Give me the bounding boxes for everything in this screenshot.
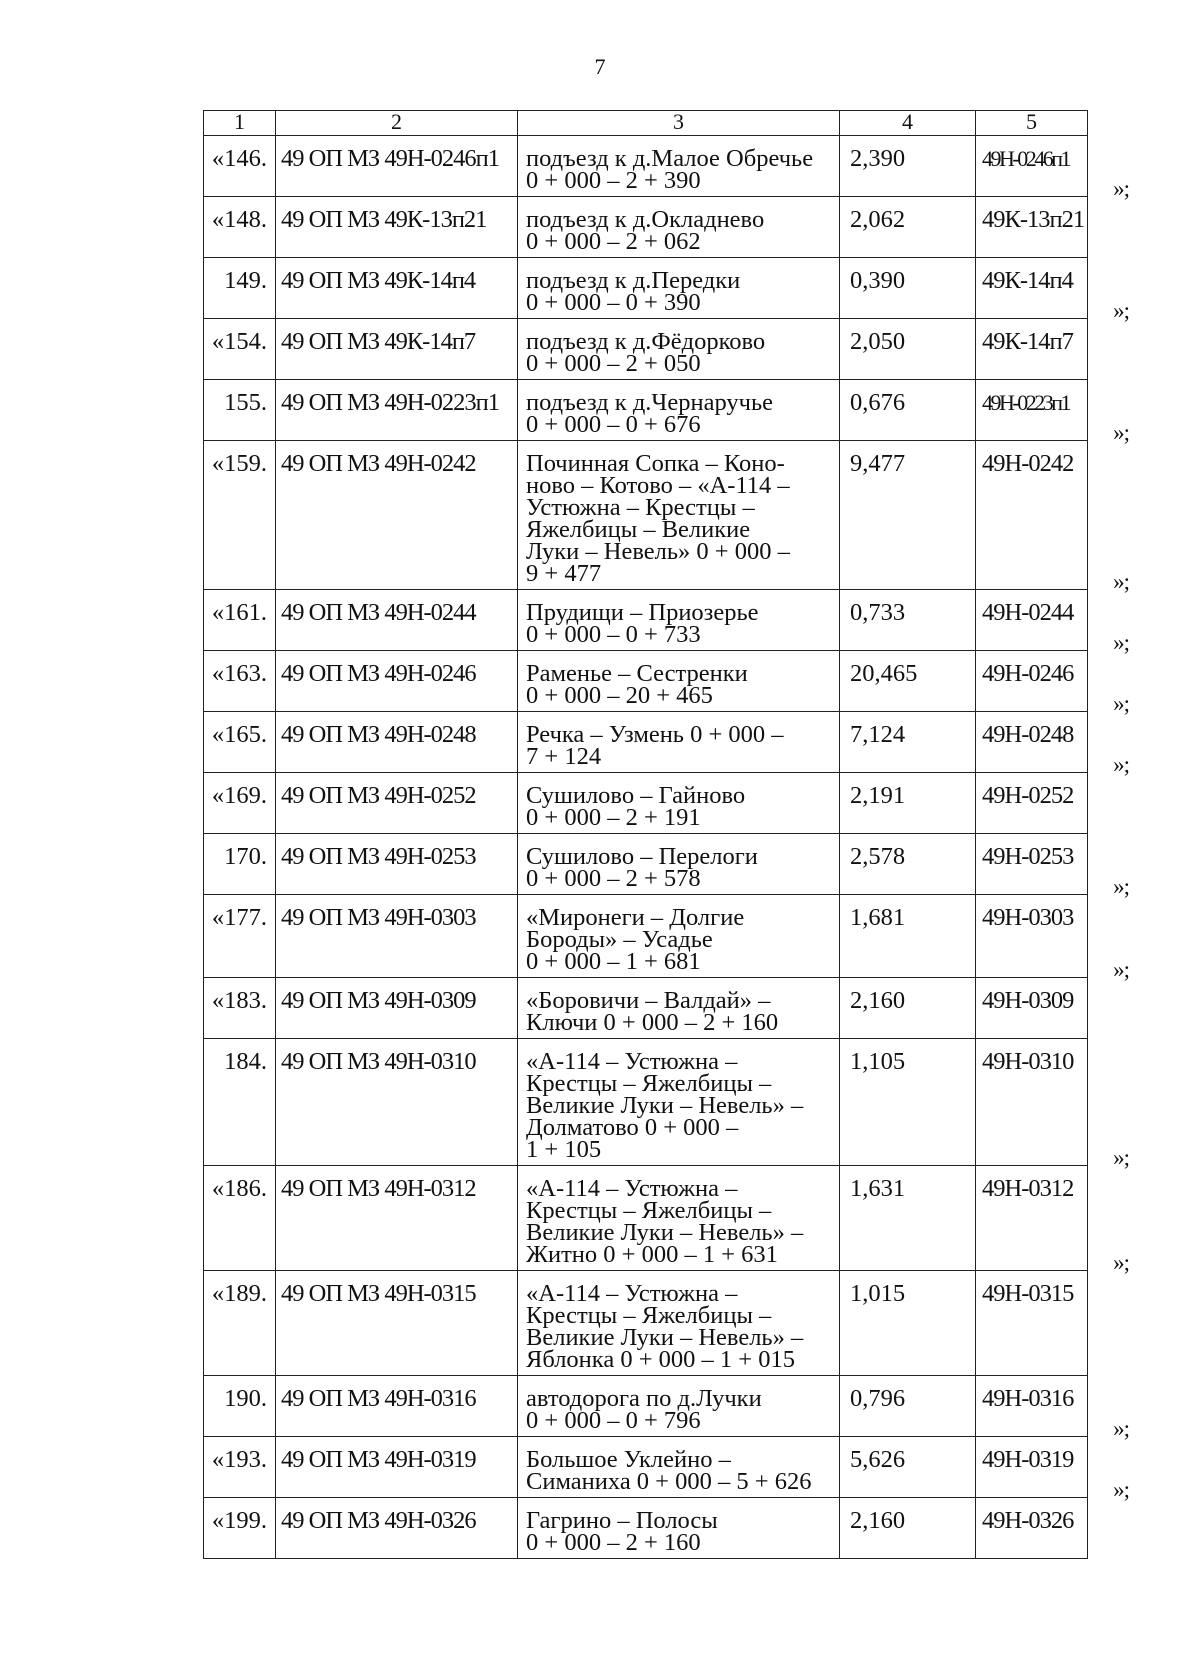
road-length: 0,733 — [840, 590, 976, 651]
road-code: 49 ОП МЗ 49Н-0310 — [276, 1039, 518, 1166]
road-name-line: «А-114 – Устюжна – — [526, 1048, 738, 1075]
road-length: 0,796 — [840, 1376, 976, 1437]
row-number: «177. — [204, 895, 276, 978]
road-length: 5,626 — [840, 1437, 976, 1498]
road-index-cell — [976, 1166, 1129, 1275]
table-row — [204, 258, 1088, 319]
closing-quote-mark: »; — [1113, 420, 1129, 445]
road-name-line: автодорога по д.Лучки — [526, 1385, 762, 1412]
row-number: «165. — [204, 712, 276, 773]
closing-quote-mark: »; — [1113, 1416, 1129, 1441]
road-code: 49 ОП МЗ 49Н-0303 — [276, 895, 518, 978]
road-length: 2,191 — [840, 773, 976, 834]
road-code: 49 ОП МЗ 49Н-0253 — [276, 834, 518, 895]
road-code: 49 ОП МЗ 49Н-0319 — [276, 1437, 518, 1498]
road-name — [518, 651, 840, 712]
table-row — [204, 773, 1088, 834]
table-row — [204, 651, 1088, 712]
row-number: «163. — [204, 651, 276, 712]
road-name — [518, 441, 840, 590]
road-length: 1,015 — [840, 1271, 976, 1376]
road-index: 49Н-0246 — [982, 660, 1074, 687]
road-name-line: Сушилово – Перелоги — [526, 843, 758, 870]
road-code: 49 ОП МЗ 49К-13п21 — [276, 197, 518, 258]
table-row — [204, 319, 1088, 380]
road-name-line: Сушилово – Гайново — [526, 782, 746, 809]
road-name — [518, 1498, 840, 1559]
table-row — [204, 1166, 1088, 1271]
col-header-3: 3 — [518, 111, 840, 136]
closing-quote-mark: »; — [1113, 691, 1129, 716]
road-name — [518, 1271, 840, 1376]
table-row — [204, 834, 1088, 895]
table-row — [204, 712, 1088, 773]
road-name — [518, 319, 840, 380]
table-row — [204, 1498, 1088, 1559]
road-name-line: 0 + 000 – 2 + 191 — [526, 804, 701, 831]
road-code: 49 ОП МЗ 49Н-0309 — [276, 978, 518, 1039]
road-name-line: «А-114 – Устюжна – — [526, 1175, 738, 1202]
road-index-cell — [976, 834, 1129, 899]
road-index-cell — [976, 197, 1088, 258]
road-code: 49 ОП МЗ 49Н-0244 — [276, 590, 518, 651]
col-header-5: 5 — [976, 111, 1088, 136]
row-number: «189. — [204, 1271, 276, 1376]
road-index: 49Н-0246п1 — [982, 146, 1069, 171]
row-number: «193. — [204, 1437, 276, 1498]
row-number: 155. — [204, 380, 276, 441]
road-length: 9,477 — [840, 441, 976, 590]
road-code: 49 ОП МЗ 49Н-0326 — [276, 1498, 518, 1559]
road-length: 2,160 — [840, 978, 976, 1039]
road-name-line: Яблонка 0 + 000 – 1 + 015 — [526, 1346, 795, 1373]
road-index-cell — [976, 590, 1129, 655]
road-name-line: Прудищи – Приозерье — [526, 599, 759, 626]
table-row — [204, 380, 1088, 441]
road-name — [518, 1039, 840, 1166]
road-name — [518, 712, 840, 773]
table-row — [204, 441, 1088, 590]
road-length: 1,631 — [840, 1166, 976, 1271]
table-row — [204, 1437, 1088, 1498]
road-name-line: 0 + 000 – 0 + 796 — [526, 1407, 701, 1434]
road-name-line: 0 + 000 – 2 + 062 — [526, 228, 701, 255]
closing-quote-mark: »; — [1113, 1250, 1129, 1275]
header-row — [204, 111, 1088, 136]
road-code: 49 ОП МЗ 49К-14п7 — [276, 319, 518, 380]
road-name — [518, 380, 840, 441]
road-index-cell — [976, 712, 1129, 777]
road-name-line: подъезд к д.Окладнево — [526, 206, 765, 233]
road-code: 49 ОП МЗ 49Н-0246 — [276, 651, 518, 712]
row-number: «186. — [204, 1166, 276, 1271]
table-row — [204, 1039, 1088, 1166]
road-index: 49К-14п4 — [982, 267, 1073, 294]
road-name — [518, 1376, 840, 1437]
road-length: 2,050 — [840, 319, 976, 380]
road-name-line: Крестцы – Яжелбицы – — [526, 1197, 772, 1224]
row-number: 149. — [204, 258, 276, 319]
road-name-line: 0 + 000 – 0 + 676 — [526, 411, 701, 438]
road-length: 2,062 — [840, 197, 976, 258]
road-index-cell — [976, 258, 1129, 323]
closing-quote-mark: »; — [1113, 298, 1129, 323]
road-index: 49Н-0309 — [982, 987, 1074, 1014]
road-name-line: Большое Уклейно – — [526, 1446, 731, 1473]
road-index-cell — [976, 773, 1088, 834]
road-name-line: Гагрино – Полосы — [526, 1507, 718, 1534]
row-number: «146. — [204, 136, 276, 197]
road-length: 7,124 — [840, 712, 976, 773]
closing-quote-mark: »; — [1113, 874, 1129, 899]
col-header-4: 4 — [840, 111, 976, 136]
road-index-cell — [976, 441, 1129, 594]
road-name-line: 1 + 105 — [526, 1136, 602, 1163]
road-index: 49Н-0252 — [982, 782, 1074, 809]
road-code: 49 ОП МЗ 49Н-0316 — [276, 1376, 518, 1437]
road-index: 49Н-0223п1 — [982, 390, 1069, 415]
road-index: 49Н-0326 — [982, 1507, 1074, 1534]
closing-quote-mark: »; — [1113, 176, 1129, 201]
road-length: 2,578 — [840, 834, 976, 895]
road-code: 49 ОП МЗ 49Н-0246п1 — [276, 136, 518, 197]
road-name-line: Раменье – Сестренки — [526, 660, 748, 687]
road-name — [518, 773, 840, 834]
road-index-cell — [976, 651, 1129, 716]
road-index: 49Н-0316 — [982, 1385, 1074, 1412]
road-index: 49Н-0315 — [982, 1280, 1074, 1307]
road-code: 49 ОП МЗ 49Н-0248 — [276, 712, 518, 773]
road-name-line: 0 + 000 – 20 + 465 — [526, 682, 713, 709]
road-name — [518, 1437, 840, 1498]
road-name-line: Луки – Невель» 0 + 000 – — [526, 538, 790, 565]
road-name-line: ново – Котово – «А-114 – — [526, 472, 790, 499]
table-row — [204, 1271, 1088, 1376]
road-name-line: 7 + 124 — [526, 743, 602, 770]
road-index: 49К-14п7 — [982, 328, 1073, 355]
road-length: 2,160 — [840, 1498, 976, 1559]
road-name-line: Великие Луки – Невель» – — [526, 1219, 804, 1246]
road-name-line: «Боровичи – Валдай» – — [526, 987, 771, 1014]
road-index: 49Н-0310 — [982, 1048, 1074, 1075]
road-name-line: подъезд к д.Передки — [526, 267, 741, 294]
row-number: 190. — [204, 1376, 276, 1437]
road-index-cell — [976, 380, 1129, 445]
road-name — [518, 1166, 840, 1271]
row-number: 184. — [204, 1039, 276, 1166]
road-code: 49 ОП МЗ 49Н-0223п1 — [276, 380, 518, 441]
road-code: 49 ОП МЗ 49Н-0312 — [276, 1166, 518, 1271]
road-name-line: Бороды» – Усадье — [526, 926, 713, 953]
road-index-cell — [976, 319, 1088, 380]
road-index-cell — [976, 1498, 1088, 1559]
table-row — [204, 1376, 1088, 1437]
road-index-cell — [976, 1376, 1129, 1441]
closing-quote-mark: »; — [1113, 1145, 1129, 1170]
road-name-line: «А-114 – Устюжна – — [526, 1280, 738, 1307]
road-name-line: 0 + 000 – 2 + 050 — [526, 350, 701, 377]
road-name-line: 0 + 000 – 0 + 390 — [526, 289, 701, 316]
road-name-line: 0 + 000 – 2 + 390 — [526, 167, 701, 194]
page-number: 7 — [594, 54, 606, 79]
road-code: 49 ОП МЗ 49Н-0315 — [276, 1271, 518, 1376]
road-length: 0,676 — [840, 380, 976, 441]
road-name — [518, 590, 840, 651]
table-row — [204, 136, 1088, 197]
road-name — [518, 978, 840, 1039]
row-number: 170. — [204, 834, 276, 895]
road-index-cell — [976, 136, 1129, 201]
road-name — [518, 834, 840, 895]
row-number: «169. — [204, 773, 276, 834]
road-name-line: 0 + 000 – 1 + 681 — [526, 948, 701, 975]
road-name-line: Долматово 0 + 000 – — [526, 1114, 739, 1141]
row-number: «183. — [204, 978, 276, 1039]
road-name-line: «Миронеги – Долгие — [526, 904, 745, 931]
road-name — [518, 895, 840, 978]
road-index: 49Н-0248 — [982, 721, 1074, 748]
row-number: «199. — [204, 1498, 276, 1559]
road-name-line: подъезд к д.Малое Обречье — [526, 145, 814, 172]
road-name-line: 0 + 000 – 2 + 578 — [526, 865, 701, 892]
road-name-line: Речка – Узмень 0 + 000 – — [526, 721, 784, 748]
road-index-cell — [976, 895, 1129, 982]
road-name — [518, 197, 840, 258]
row-number: «159. — [204, 441, 276, 590]
road-length: 2,390 — [840, 136, 976, 197]
col-header-2: 2 — [276, 111, 518, 136]
road-length: 1,681 — [840, 895, 976, 978]
road-code: 49 ОП МЗ 49Н-0252 — [276, 773, 518, 834]
road-length: 20,465 — [840, 651, 976, 712]
road-index: 49К-13п21 — [982, 206, 1085, 233]
road-name-line: подъезд к д.Фёдорково — [526, 328, 766, 355]
road-index: 49Н-0319 — [982, 1446, 1074, 1473]
road-length: 0,390 — [840, 258, 976, 319]
row-number: «161. — [204, 590, 276, 651]
table-row — [204, 895, 1088, 978]
road-name-line: Крестцы – Яжелбицы – — [526, 1302, 772, 1329]
closing-quote-mark: »; — [1113, 569, 1129, 594]
roads-table — [203, 109, 1129, 1559]
road-index-cell — [976, 978, 1088, 1039]
closing-quote-mark: »; — [1113, 752, 1129, 777]
road-name-line: 0 + 000 – 0 + 733 — [526, 621, 701, 648]
road-name-line: Ключи 0 + 000 – 2 + 160 — [526, 1009, 779, 1036]
road-index-cell — [976, 1039, 1129, 1170]
road-name — [518, 258, 840, 319]
table-body — [204, 136, 1129, 1559]
table-row — [204, 197, 1088, 258]
closing-quote-mark: »; — [1113, 957, 1129, 982]
closing-quote-mark: »; — [1113, 1477, 1129, 1502]
road-name-line: Великие Луки – Невель» – — [526, 1092, 804, 1119]
road-index-cell — [976, 1271, 1088, 1376]
row-number: «148. — [204, 197, 276, 258]
road-index-cell — [976, 1437, 1129, 1502]
road-name-line: Симаниха 0 + 000 – 5 + 626 — [526, 1468, 812, 1495]
road-index: 49Н-0253 — [982, 843, 1074, 870]
road-index: 49Н-0312 — [982, 1175, 1074, 1202]
road-index: 49Н-0244 — [982, 599, 1074, 626]
road-name-line: Крестцы – Яжелбицы – — [526, 1070, 772, 1097]
road-length: 1,105 — [840, 1039, 976, 1166]
road-name-line: Житно 0 + 000 – 1 + 631 — [526, 1241, 778, 1268]
road-code: 49 ОП МЗ 49К-14п4 — [276, 258, 518, 319]
table-row — [204, 978, 1088, 1039]
road-name-line: Великие Луки – Невель» – — [526, 1324, 804, 1351]
road-index: 49Н-0303 — [982, 904, 1074, 931]
road-name-line: 0 + 000 – 2 + 160 — [526, 1529, 701, 1556]
col-header-1: 1 — [204, 111, 276, 136]
road-name — [518, 136, 840, 197]
road-name-line: подъезд к д.Чернаручье — [526, 389, 773, 416]
table-row — [204, 590, 1088, 651]
road-name-line: Яжелбицы – Великие — [526, 516, 751, 543]
road-name-line: 9 + 477 — [526, 560, 602, 587]
road-name-line: Устюжна – Крестцы – — [526, 494, 755, 521]
row-number: «154. — [204, 319, 276, 380]
road-name-line: Починная Сопка – Коно- — [526, 450, 785, 477]
road-index: 49Н-0242 — [982, 450, 1074, 477]
road-code: 49 ОП МЗ 49Н-0242 — [276, 441, 518, 590]
closing-quote-mark: »; — [1113, 630, 1129, 655]
